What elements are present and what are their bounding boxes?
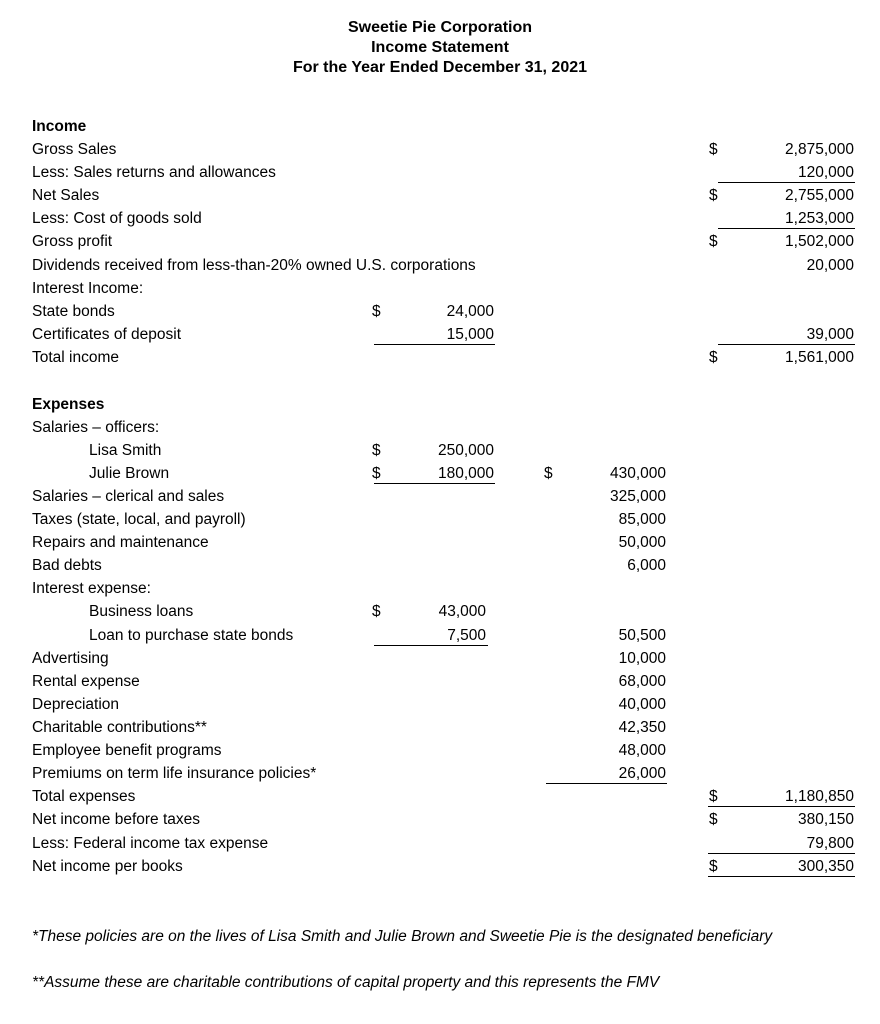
charitable-value: 42,350 (618, 719, 666, 736)
net-income-label: Net income per books (32, 858, 183, 875)
lisa-value: 250,000 (437, 442, 494, 459)
currency-sign: $ (372, 303, 381, 320)
underline (708, 853, 855, 854)
life-insurance-label: Premiums on term life insurance policies* (32, 765, 317, 782)
total-expenses-label: Total expenses (32, 788, 136, 805)
underline (718, 228, 855, 229)
underline (718, 182, 855, 183)
benefits-value: 48,000 (618, 742, 666, 759)
cds-value: 15,000 (446, 326, 494, 343)
federal-tax-value: 79,800 (806, 835, 854, 852)
business-loans-value: 43,000 (438, 603, 486, 620)
cogs-label: Less: Cost of goods sold (32, 210, 202, 227)
cds-label: Certificates of deposit (32, 326, 182, 343)
state-bond-loan-label: Loan to purchase state bonds (89, 627, 294, 644)
underline (718, 344, 855, 345)
net-before-tax-value: 380,150 (797, 811, 854, 828)
returns-value: 120,000 (797, 164, 854, 181)
total-expenses-value: 1,180,850 (785, 788, 854, 805)
interest-income-total: 39,000 (806, 326, 854, 343)
bad-debts-label: Bad debts (32, 557, 102, 574)
net-before-tax-label: Net income before taxes (32, 811, 201, 828)
total-income-value: 1,561,000 (785, 349, 854, 366)
expenses-heading: Expenses (32, 396, 105, 413)
julie-label: Julie Brown (89, 465, 170, 482)
currency-sign: $ (709, 811, 718, 828)
interest-expense-label: Interest expense: (32, 580, 151, 597)
julie-value: 180,000 (437, 465, 494, 482)
state-bond-loan-value: 7,500 (447, 627, 486, 644)
lisa-label: Lisa Smith (89, 442, 162, 459)
currency-sign: $ (372, 603, 381, 620)
officers-total: 430,000 (609, 465, 666, 482)
currency-sign: $ (709, 233, 718, 250)
total-income-label: Total income (32, 349, 120, 366)
currency-sign: $ (709, 187, 718, 204)
repairs-label: Repairs and maintenance (32, 534, 209, 551)
salaries-officers-label: Salaries – officers: (32, 419, 160, 436)
footnote-life-insurance: *These policies are on the lives of Lisa Smith and Julie Brown and Sweetie Pie is the designated beneficiary (32, 928, 773, 945)
currency-sign: $ (709, 141, 718, 158)
advertising-value: 10,000 (618, 650, 666, 667)
underline (708, 876, 855, 877)
rental-value: 68,000 (618, 673, 666, 690)
bad-debts-value: 6,000 (627, 557, 666, 574)
benefits-label: Employee benefit programs (32, 742, 222, 759)
dividends-value: 20,000 (806, 257, 854, 274)
underline (374, 483, 495, 484)
statement-period: For the Year Ended December 31, 2021 (292, 59, 588, 76)
net-sales-label: Net Sales (32, 187, 100, 204)
currency-sign: $ (709, 858, 718, 875)
repairs-value: 50,000 (618, 534, 666, 551)
footnote-charitable: **Assume these are charitable contributions of capital property and this represents the FMV (32, 974, 660, 991)
depreciation-value: 40,000 (618, 696, 666, 713)
depreciation-label: Depreciation (32, 696, 120, 713)
charitable-label: Charitable contributions** (32, 719, 207, 736)
currency-sign: $ (709, 788, 718, 805)
returns-label: Less: Sales returns and allowances (32, 164, 276, 181)
currency-sign: $ (372, 442, 381, 459)
gross-profit-value: 1,502,000 (785, 233, 854, 250)
federal-tax-label: Less: Federal income tax expense (32, 835, 269, 852)
gross-sales-value: 2,875,000 (785, 141, 854, 158)
taxes-value: 85,000 (618, 511, 666, 528)
interest-income-label: Interest Income: (32, 280, 144, 297)
underline (374, 344, 495, 345)
gross-sales-label: Gross Sales (32, 141, 117, 158)
life-insurance-value: 26,000 (618, 765, 666, 782)
salaries-clerical-label: Salaries – clerical and sales (32, 488, 225, 505)
company-name: Sweetie Pie Corporation (347, 19, 533, 36)
underline (546, 783, 667, 784)
currency-sign: $ (544, 465, 553, 482)
income-heading: Income (32, 118, 87, 135)
state-bonds-label: State bonds (32, 303, 115, 320)
salaries-clerical-value: 325,000 (609, 488, 666, 505)
rental-label: Rental expense (32, 673, 140, 690)
taxes-label: Taxes (state, local, and payroll) (32, 511, 246, 528)
gross-profit-label: Gross profit (32, 233, 113, 250)
advertising-label: Advertising (32, 650, 109, 667)
net-sales-value: 2,755,000 (785, 187, 854, 204)
currency-sign: $ (372, 465, 381, 482)
state-bonds-value: 24,000 (446, 303, 494, 320)
underline (374, 645, 488, 646)
net-income-value: 300,350 (797, 858, 854, 875)
cogs-value: 1,253,000 (785, 210, 854, 227)
currency-sign: $ (709, 349, 718, 366)
statement-title: Income Statement (371, 39, 509, 56)
dividends-label: Dividends received from less-than-20% owned U.S. corporations (32, 257, 476, 274)
business-loans-label: Business loans (89, 603, 194, 620)
underline (708, 806, 855, 807)
interest-expense-total: 50,500 (618, 627, 666, 644)
